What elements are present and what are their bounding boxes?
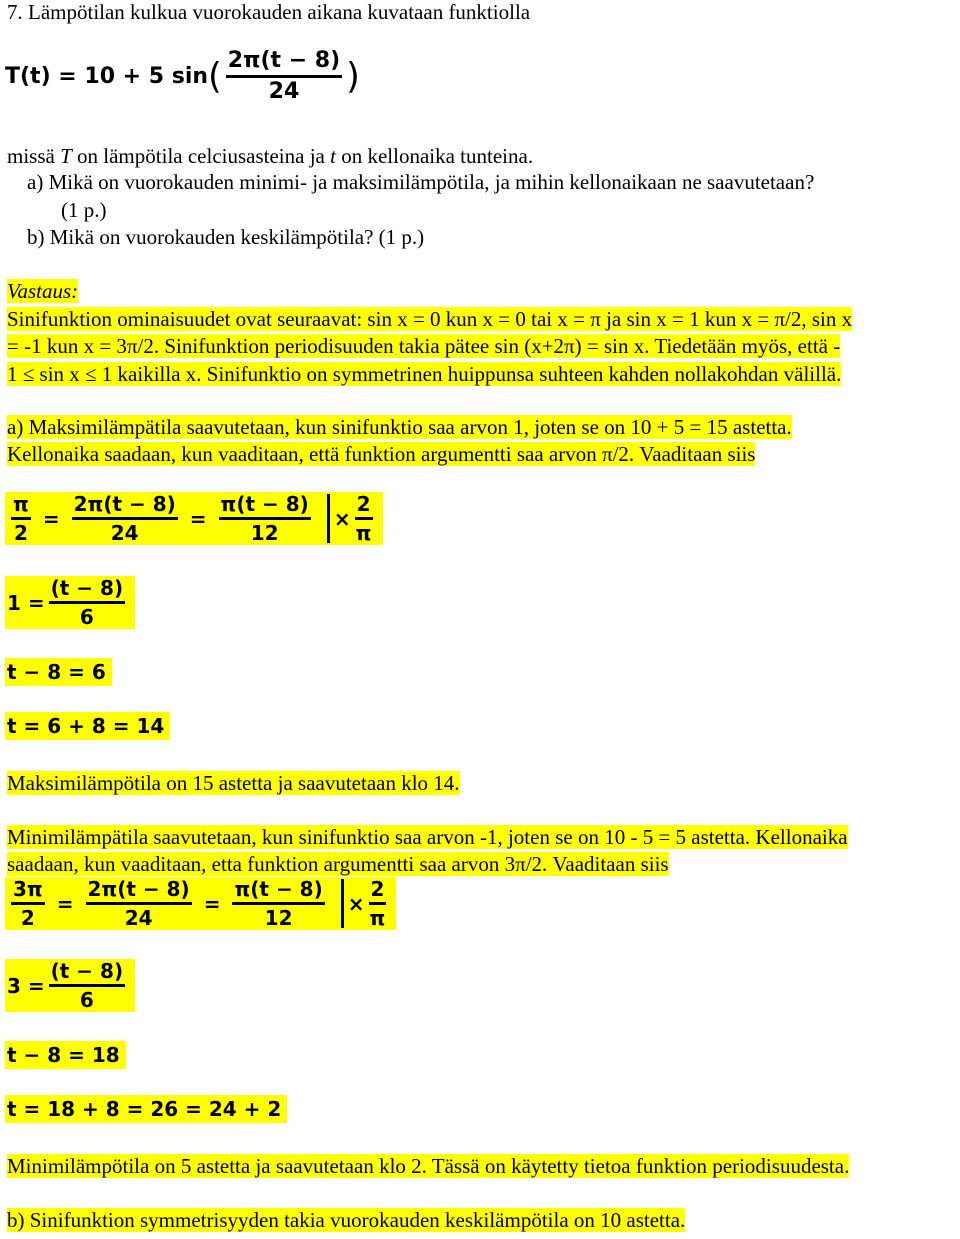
min-equation-3: t − 8 = 18 — [5, 1041, 126, 1069]
intro-text — [7, 143, 533, 169]
question-a-line2: (1 p.) — [61, 198, 107, 222]
max-result: Maksimilämpötila on 15 astetta ja saavutetaan klo 14. — [7, 771, 460, 795]
formula-close-paren: ) — [346, 56, 360, 97]
intro-mid: on lämpötila celciusasteina ja — [71, 144, 331, 168]
part-a-line1: a) Maksimilämpätila saavutetaan, kun sinifunktio saa arvon 1, joten se on 10 + 5 = 15 astetta. — [7, 415, 792, 439]
formula-open-paren: ( — [208, 56, 222, 97]
formula-numerator: 2π(t − 8) — [226, 50, 342, 78]
question-a-line1: a) Mikä on vuorokauden minimi- ja maksimilämpötila, ja mihin kellonaikaan ne saavutetaan? — [27, 170, 815, 194]
formula-denominator: 24 — [268, 79, 300, 104]
problem-title: 7. Lämpötilan kulkua vuorokauden aikana kuvataan funktiolla — [7, 0, 531, 24]
formula-lhs: T(t) = 10 + 5 sin — [5, 64, 209, 89]
max-equation-1: $\frac{\pi}{2}$ = $\frac{2\pi(t - 8)}{24}$ = $\frac{\pi(t - 8)}{12}$ × $\frac{2}{\pi}$ — [5, 492, 383, 545]
sine-properties-line3: 1 ≤ sin x ≤ 1 kaikilla x. Sinifunktio on symmetrinen huippunsa suhteen kahden nollakohdan välillä. — [7, 362, 842, 386]
intro-post: on kellonaika tunteina. — [335, 144, 534, 168]
part-b-answer: b) Sinifunktion symmetrisyyden takia vuorokauden keskilämpötila on 10 astetta. — [7, 1208, 686, 1232]
min-line2: saadaan, kun vaaditaan, etta funktion argumentti saa arvon 3π/2. Vaaditaan siis — [7, 852, 669, 876]
intro-pre: missä — [7, 144, 61, 168]
max-equation-2: 1 = $\frac{(t - 8)}{6}$ — [5, 576, 135, 629]
min-equation-4: t = 18 + 8 = 26 = 24 + 2 — [5, 1095, 287, 1123]
min-result: Minimilämpötila on 5 astetta ja saavutetaan klo 2. Tässä on käytetty tietoa funktion periodisuudesta. — [7, 1154, 850, 1178]
sine-properties-line1: Sinifunktion ominaisuudet ovat seuraavat: sin x = 0 kun x = 0 tai x = π ja sin x = 1 kun x = π/2, sin x — [7, 307, 853, 331]
max-equation-3: t − 8 = 6 — [5, 658, 112, 686]
temperature-formula — [5, 50, 360, 103]
intro-T: T — [60, 144, 72, 168]
intro-t: t — [330, 144, 336, 168]
answer-heading: Vastaus: — [7, 279, 79, 303]
min-equation-2: 3 = $\frac{(t - 8)}{6}$ — [5, 959, 135, 1012]
part-a-line2: Kellonaika saadaan, kun vaaditaan, että funktion argumentti saa arvon π/2. Vaaditaan siis — [7, 442, 756, 466]
min-equation-1: $\frac{3\pi}{2}$ = $\frac{2\pi(t - 8)}{24}$ = $\frac{\pi(t - 8)}{12}$ × $\frac{2}{\pi}$ — [5, 877, 396, 930]
min-line1: Minimilämpätila saavutetaan, kun sinifunktio saa arvon -1, joten se on 10 - 5 = 5 astetta. Kellonaika — [7, 825, 848, 849]
question-b: b) Mikä on vuorokauden keskilämpötila? (1 p.) — [27, 225, 425, 249]
max-equation-4: t = 6 + 8 = 14 — [5, 712, 170, 740]
sine-properties-line2: = -1 kun x = 3π/2. Sinifunktion periodisuuden takia pätee sin (x+2π) = sin x. Tiedetään myös, että - — [7, 334, 841, 358]
formula-fraction — [226, 50, 342, 103]
